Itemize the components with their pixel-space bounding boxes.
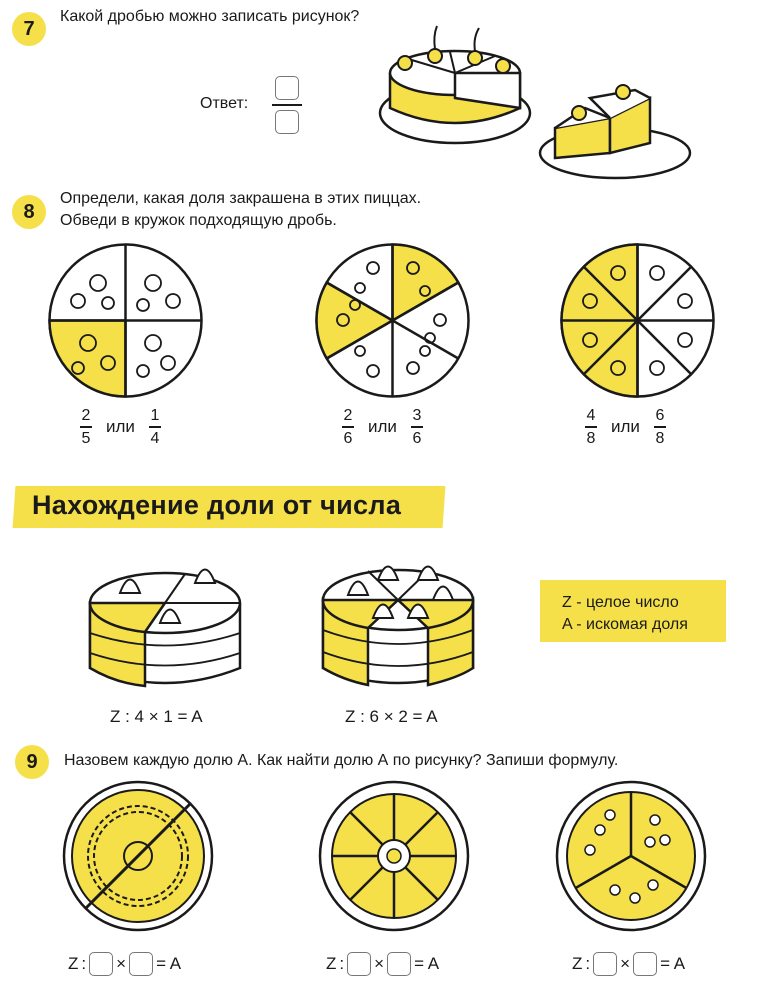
pizza-eighths: [560, 243, 715, 398]
numerator-box[interactable]: [275, 76, 299, 100]
answer-fraction: [272, 76, 302, 134]
divisor-box[interactable]: [347, 952, 371, 976]
denominator-box[interactable]: [275, 110, 299, 134]
pizza-quarters: [48, 243, 203, 398]
legend-line-a: A - искомая доля: [562, 616, 688, 633]
legend-line-z: Z - целое число: [562, 594, 679, 611]
multiplier-box[interactable]: [633, 952, 657, 976]
section-title: Нахождение доли от числа: [32, 490, 402, 520]
fraction-option[interactable]: $\frac{1}{4}$: [150, 407, 160, 447]
task9-question: Назовем каждую долю А. Как найти долю А по рисунку? Запиши формулу.: [64, 752, 619, 769]
formula-sixths: Z : 6 × 2 = A: [345, 707, 438, 726]
answer-label: Ответ:: [200, 95, 249, 112]
or-label: или: [106, 416, 135, 436]
formula-answer-3: Z : × = A: [572, 952, 685, 976]
task8-question-line2: Обведи в кружок подходящую дробь.: [60, 212, 337, 229]
divisor-box[interactable]: [593, 952, 617, 976]
pie-halves: [62, 780, 214, 932]
pizza2-choices: [342, 407, 423, 447]
or-label: или: [611, 416, 640, 436]
formula-answer-1: Z : × = A: [68, 952, 181, 976]
fraction-bar: [272, 104, 302, 106]
pie-thirds: [555, 780, 707, 932]
or-label: или: [368, 416, 397, 436]
multiplier-box[interactable]: [387, 952, 411, 976]
fraction-option[interactable]: $\frac{2}{6}$: [343, 407, 353, 447]
cake-illustration: [375, 18, 695, 188]
pizza3-choices: [585, 407, 666, 447]
task-number: 9: [26, 750, 38, 773]
fraction-option[interactable]: $\frac{2}{5}$: [81, 407, 91, 447]
fraction-option[interactable]: $\frac{6}{8}$: [655, 407, 665, 447]
fraction-option[interactable]: $\frac{4}{8}$: [586, 407, 596, 447]
formula-quarters: Z : 4 × 1 = A: [110, 707, 203, 726]
formula-answer-2: Z : × = A: [326, 952, 439, 976]
divisor-box[interactable]: [89, 952, 113, 976]
task8-question-line1: Определи, какая доля закрашена в этих пиццах.: [60, 190, 422, 207]
multiplier-box[interactable]: [129, 952, 153, 976]
task-number: 7: [23, 17, 35, 40]
legend: [562, 592, 688, 636]
task-number-badge: [12, 12, 46, 46]
pizza-sixths: [315, 243, 470, 398]
task-number-badge: [15, 745, 49, 779]
pie-eighths: [318, 780, 470, 932]
cake-quarters: [85, 548, 245, 698]
pizza1-choices: [80, 407, 161, 447]
cake-sixths: [318, 540, 478, 700]
task7-question: Какой дробью можно записать рисунок?: [60, 8, 360, 25]
task-number-badge: [12, 195, 46, 229]
task-number: 8: [23, 200, 35, 223]
fraction-option[interactable]: $\frac{3}{6}$: [412, 407, 422, 447]
